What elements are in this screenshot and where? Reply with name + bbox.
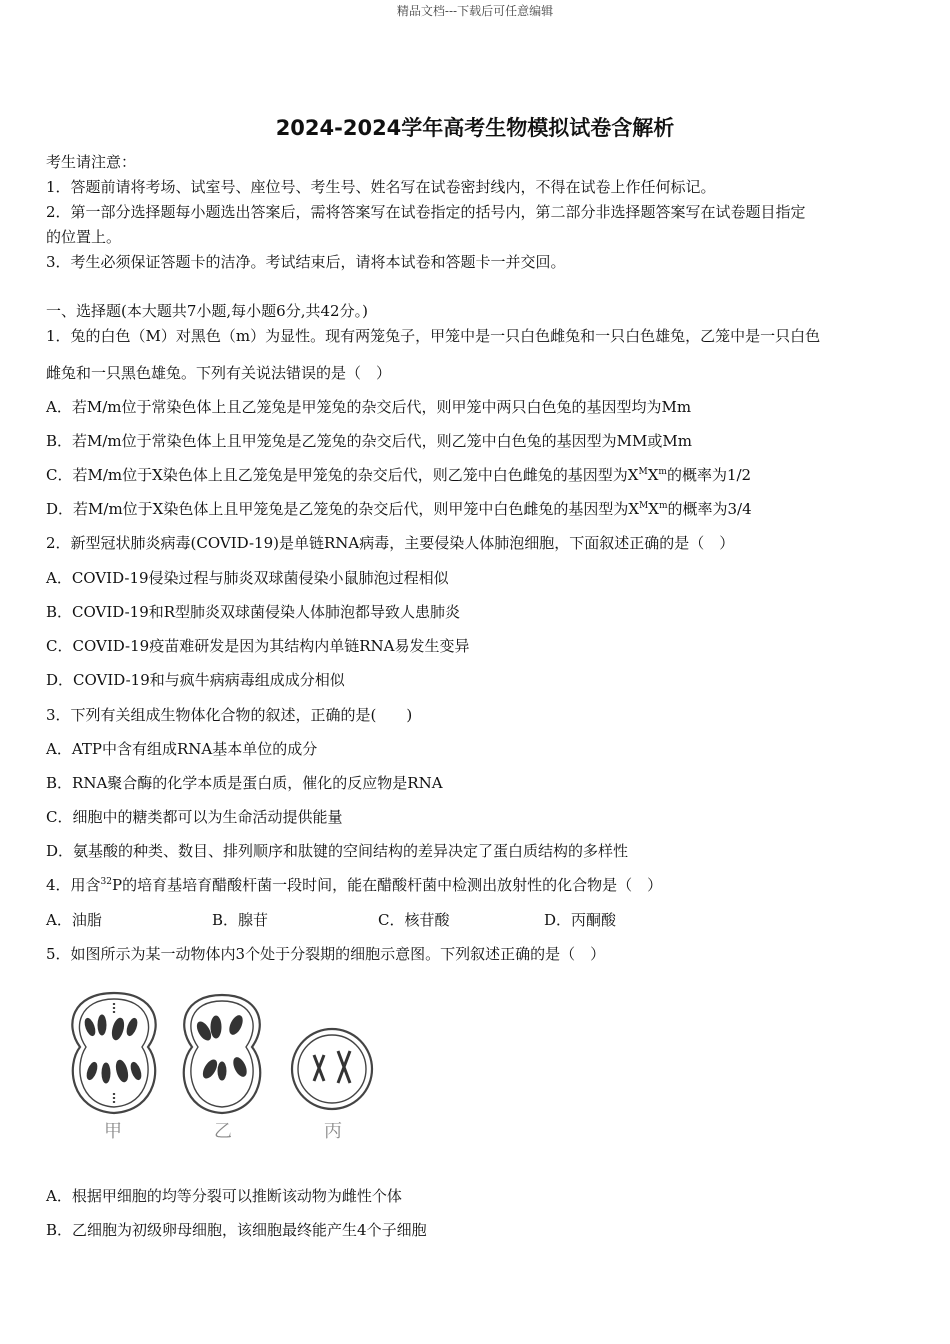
notice-item-2: 2．第一部分选择题每小题选出答案后，需将答案写在试卷指定的括号内，第二部分非选择题答案写在试卷题目指定 xyxy=(46,203,806,221)
q4-stem-pre: 4．用含 xyxy=(46,876,101,894)
q4-option-c: C．核苷酸 xyxy=(378,911,450,929)
q1-option-d-sup1: M xyxy=(639,501,649,511)
notice-item-3: 3．考生必须保证答题卡的洁净。考试结束后，请将本试卷和答题卡一并交回。 xyxy=(46,253,566,271)
page-title: 2024-2024学年高考生物模拟试卷含解析 xyxy=(275,116,675,140)
q1-option-c-sup1: M xyxy=(638,467,648,477)
q1-option-d-sup2: m xyxy=(658,501,668,511)
q2-stem: 2．新型冠状肺炎病毒(COVID-19)是单链RNA病毒，主要侵染人体肺泡细胞，下面叙述正确的是（ ） xyxy=(46,534,735,552)
notice-heading: 考生请注意： xyxy=(46,153,137,171)
q4-option-d: D．丙酮酸 xyxy=(544,911,617,929)
q5-stem: 5．如图所示为某一动物体内3个处于分裂期的细胞示意图。下列叙述正确的是（ ） xyxy=(46,945,606,963)
cell-division-figure xyxy=(62,985,392,1145)
q3-stem: 3．下列有关组成生物体化合物的叙述，正确的是( ) xyxy=(46,706,413,724)
cell-bing xyxy=(292,1029,372,1109)
cell-jia xyxy=(72,993,155,1113)
q1-option-c-post: 的概率为1/2 xyxy=(666,466,752,484)
q1-option-c-mid: X xyxy=(647,466,659,484)
jia-chromosomes xyxy=(83,1015,143,1083)
q4-stem-post: P的培育基培育醋酸杆菌一段时间，能在醋酸杆菌中检测出放射性的化合物是（ ） xyxy=(112,876,663,894)
q1-option-d-post: 的概率为3/4 xyxy=(667,500,752,518)
q3-option-b: B．RNA聚合酶的化学本质是蛋白质，催化的反应物是RNA xyxy=(46,774,443,792)
q1-option-c-sup2: m xyxy=(658,467,667,477)
q1-option-d-mid: X xyxy=(648,500,659,518)
q1-option-a: A．若M/m位于常染色体上且乙笼兔是甲笼兔的杂交后代，则甲笼中两只白色兔的基因型均为Mm xyxy=(46,398,692,416)
notice-item-1: 1．答题前请将考场、试室号、座位号、考生号、姓名写在试卷密封线内，不得在试卷上作任何标记。 xyxy=(46,178,716,196)
q5-option-a: A．根据甲细胞的均等分裂可以推断该动物为雌性个体 xyxy=(46,1187,402,1205)
q4-stem xyxy=(46,875,662,895)
q2-option-b: B．COVID-19和R型肺炎双球菌侵染人体肺泡都导致人患肺炎 xyxy=(46,603,461,621)
figure-label-jia: 甲 xyxy=(104,1121,122,1142)
figure-label-bing: 丙 xyxy=(324,1121,342,1142)
q3-option-a: A．ATP中含有组成RNA基本单位的成分 xyxy=(46,740,318,758)
q1-stem-line1: 1．兔的白色（M）对黑色（m）为显性。现有两笼兔子，甲笼中是一只白色雌兔和一只白色雄兔，乙笼中是一只白色 xyxy=(46,327,821,345)
q4-stem-sup: 32 xyxy=(100,877,112,887)
q1-option-c-text: C．若M/m位于X染色体上且乙笼兔是甲笼兔的杂交后代，则乙笼中白色雌兔的基因型为X xyxy=(46,466,639,484)
q2-option-d: D．COVID-19和与疯牛病病毒组成成分相似 xyxy=(46,671,345,689)
q1-stem-line2: 雌兔和一只黑色雄兔。下列有关说法错误的是（ ） xyxy=(46,364,392,382)
q2-option-a: A．COVID-19侵染过程与肺炎双球菌侵染小鼠肺泡过程相似 xyxy=(46,569,449,587)
cell-yi xyxy=(184,995,260,1113)
q4-option-b: B．腺苷 xyxy=(212,911,269,929)
q2-option-c: C．COVID-19疫苗难研发是因为其结构内单链RNA易发生变异 xyxy=(46,637,470,655)
bing-chromosomes xyxy=(314,1051,350,1083)
q4-option-a: A．油脂 xyxy=(46,911,102,929)
q3-option-d: D．氨基酸的种类、数目、排列顺序和肽键的空间结构的差异决定了蛋白质结构的多样性 xyxy=(46,842,629,860)
q1-option-d-text: D．若M/m位于X染色体上且甲笼兔是乙笼兔的杂交后代，则甲笼中白色雌兔的基因型为X xyxy=(46,500,640,518)
notice-item-2-cont: 的位置上。 xyxy=(46,228,122,246)
q1-option-c xyxy=(46,465,751,485)
q1-option-b: B．若M/m位于常染色体上且甲笼兔是乙笼兔的杂交后代，则乙笼中白色兔的基因型为MM或Mm xyxy=(46,432,692,450)
section-heading: 一、选择题(本大题共7小题,每小题6分,共42分。) xyxy=(46,302,368,320)
q1-option-d xyxy=(46,499,752,519)
figure-label-yi: 乙 xyxy=(214,1121,232,1142)
q5-option-b: B．乙细胞为初级卵母细胞，该细胞最终能产生4个子细胞 xyxy=(46,1221,427,1239)
q4-options xyxy=(46,910,616,930)
q3-option-c: C．细胞中的糖类都可以为生命活动提供能量 xyxy=(46,808,343,826)
yi-chromosomes xyxy=(195,1014,249,1080)
header-note: 精品文档---下载后可任意编辑 xyxy=(396,4,554,18)
